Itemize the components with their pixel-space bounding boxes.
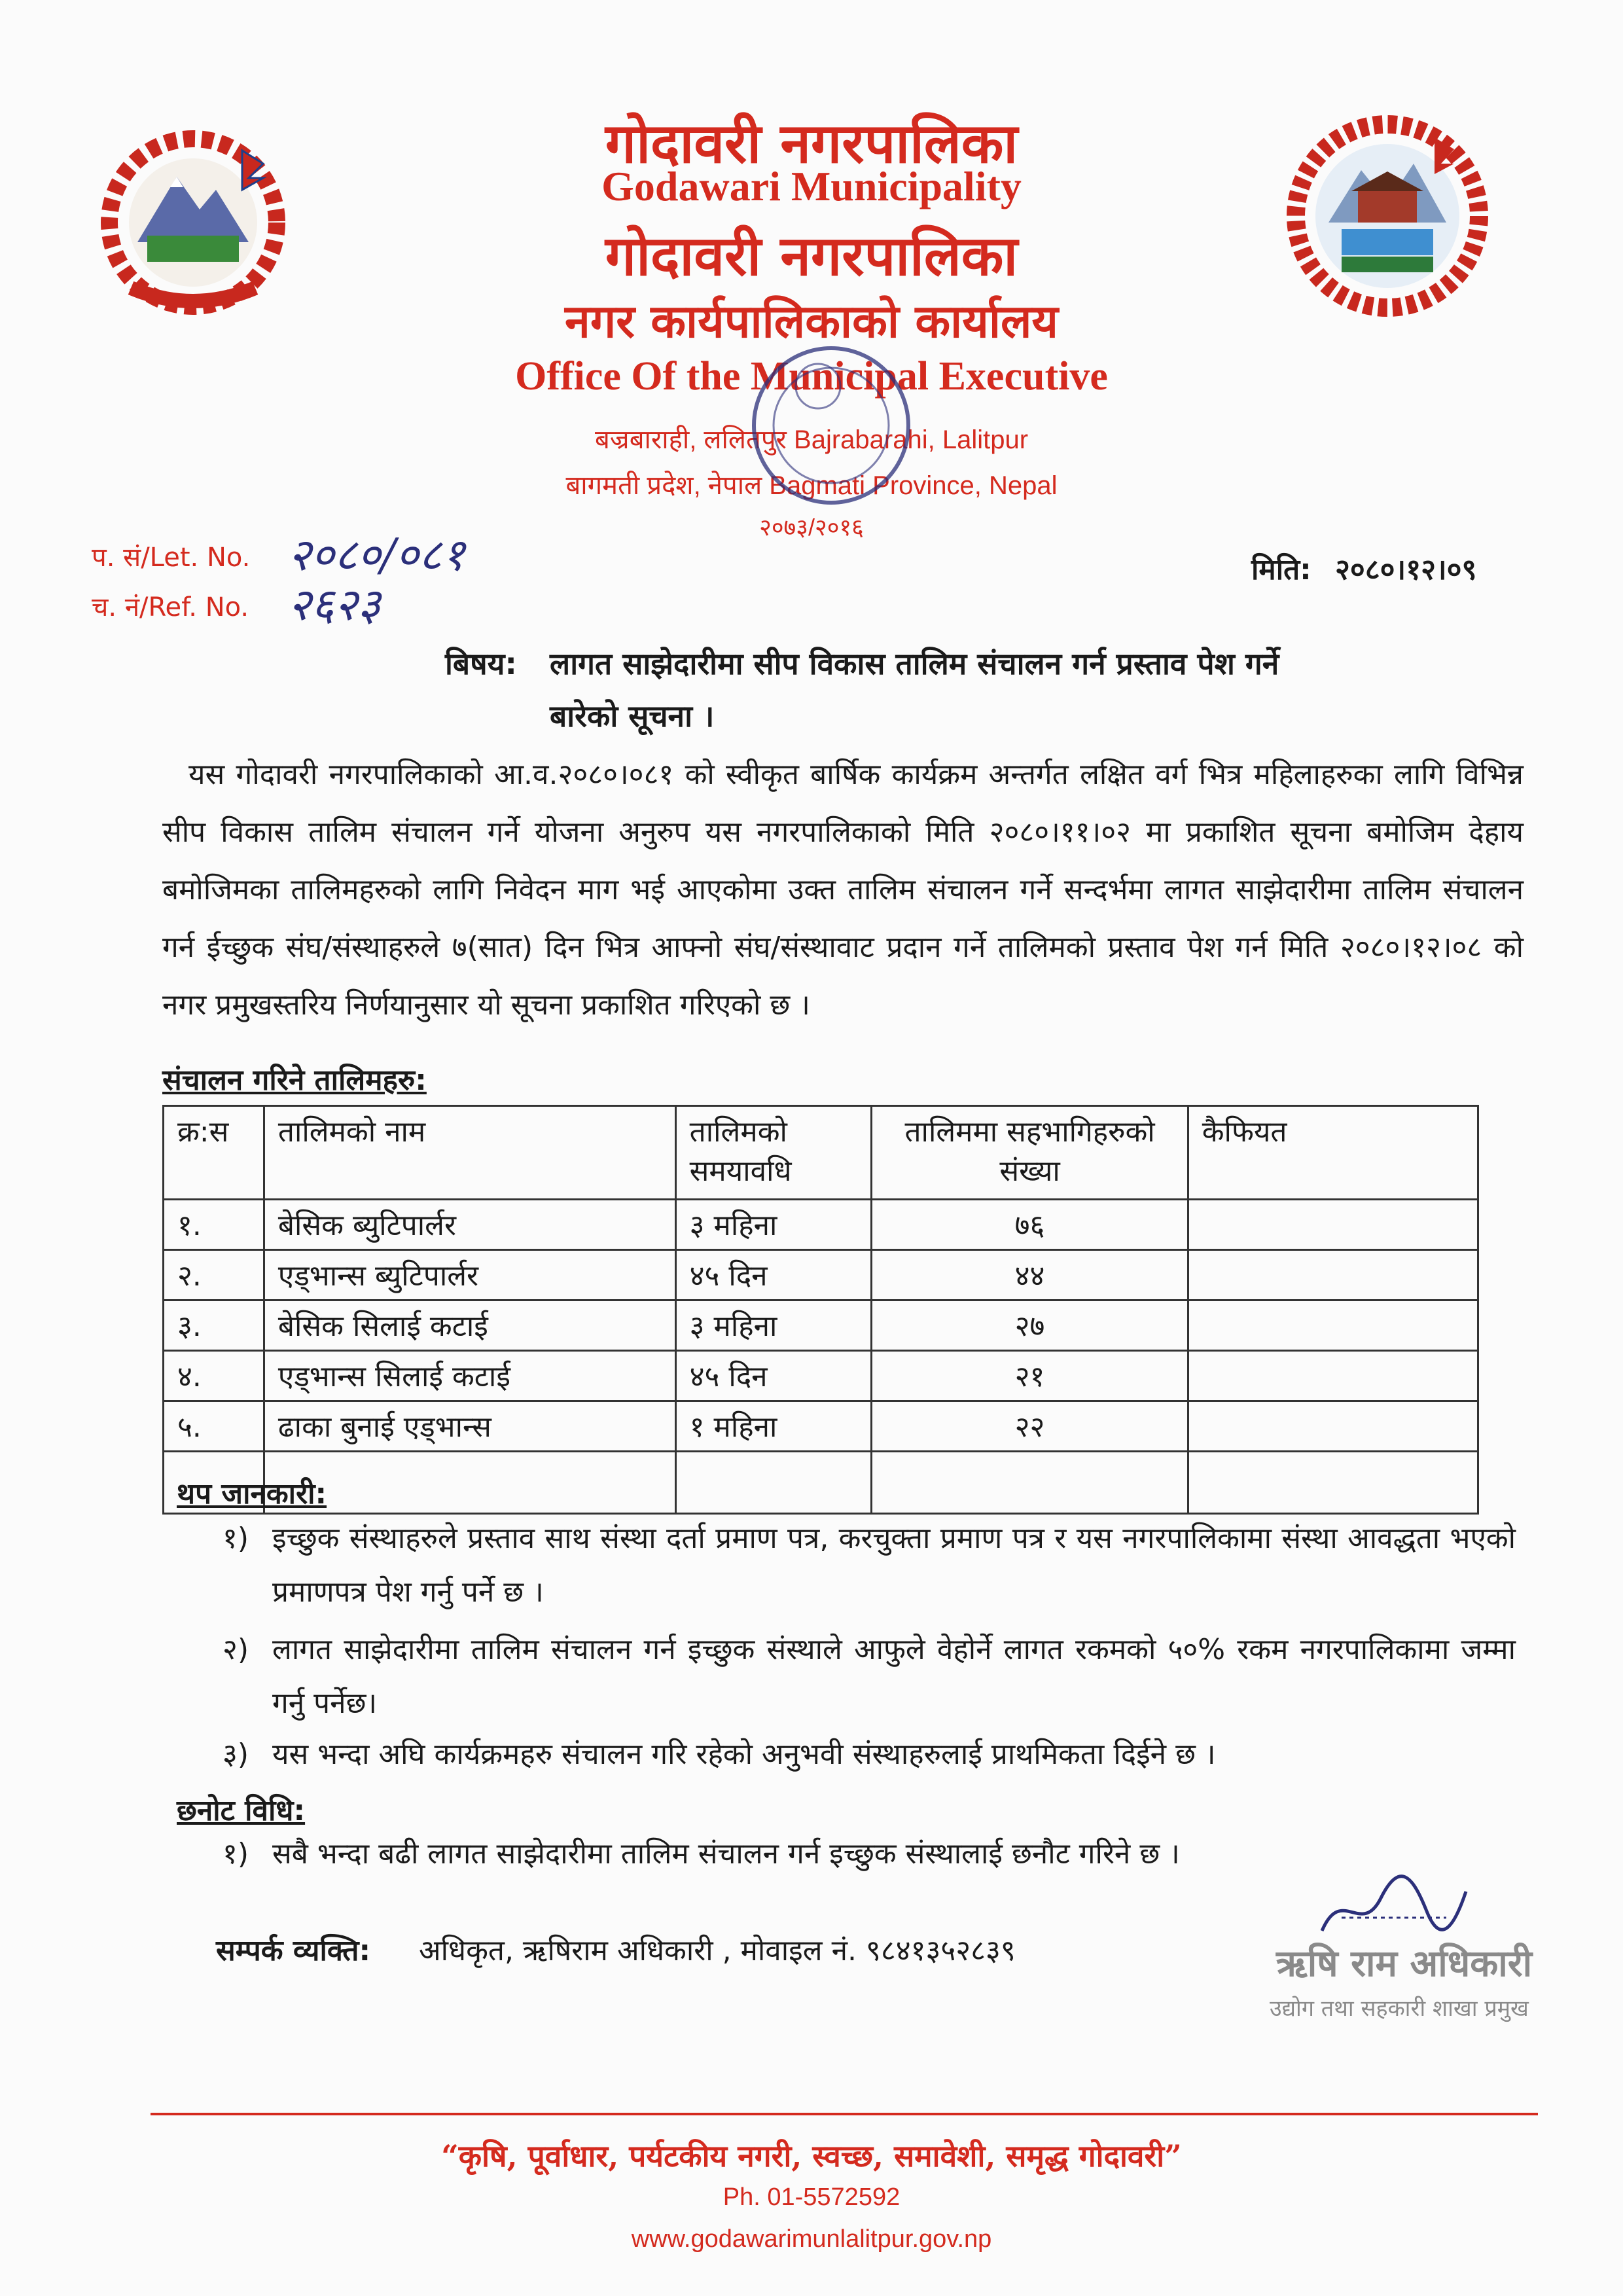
- row-sn: १.: [164, 1200, 264, 1250]
- footer-website: www.godawarimunlalitpur.gov.np: [631, 2225, 992, 2253]
- table-row: [164, 1401, 1478, 1452]
- row-participants: २१: [872, 1351, 1188, 1401]
- row-sn: ५.: [164, 1401, 264, 1452]
- subject-line-2: बारेको सूचना ।: [550, 698, 715, 734]
- row-name: बेसिक सिलाई कटाई: [264, 1300, 675, 1351]
- table-header-row: [164, 1106, 1478, 1200]
- info-item-1-text: इच्छुक संस्थाहरुले प्रस्ताव साथ संस्था दर्ता प्रमाण पत्र, करचुक्ता प्रमाण पत्र र यस नगरपालिकामा संस्था आवद्धता भएको प्रमाणपत्र पेश गर्नु पर्ने छ ।: [272, 1522, 1516, 1609]
- row-name: एड्भान्स सिलाई कटाई: [264, 1351, 675, 1401]
- info-item-3-text: यस भन्दा अघि कार्यक्रमहरु संचालन गरि रहेको अनुभवी संस्थाहरुलाई प्राथमिकता दिईने छ ।: [272, 1738, 1216, 1771]
- info-item-2-text: लागत साझेदारीमा तालिम संचालन गर्न इच्छुक संस्थाले आफुले वेहोर्ने लागत रकमको ५०% रकम नगरपालिकामा जम्मा गर्नु पर्नेछ।: [272, 1633, 1516, 1720]
- contact-label: सम्पर्क व्यक्ति:: [216, 1934, 371, 1967]
- row-remarks: [1188, 1401, 1478, 1452]
- column-header-name: तालिमको नाम: [264, 1106, 675, 1200]
- footer-slogan: “कृषि, पूर्वाधार, पर्यटकीय नगरी, स्वच्छ, समावेशी, समृद्ध गोदावरी”: [441, 2138, 1182, 2174]
- info-item-2-num: २): [223, 1633, 249, 1666]
- row-duration: ३ महिना: [675, 1300, 872, 1351]
- row-name: बेसिक ब्युटिपार्लर: [264, 1200, 675, 1250]
- additional-info-heading: थप जानकारी:: [177, 1477, 327, 1511]
- info-item-1-num: १): [223, 1522, 249, 1555]
- trainings-heading: संचालन गरिने तालिमहरु:: [162, 1064, 427, 1097]
- row-participants: ४४: [872, 1250, 1188, 1300]
- column-header-sn: क्र:स: [164, 1106, 264, 1200]
- subject-label: बिषय:: [445, 646, 517, 681]
- date-label: मिति:: [1251, 553, 1311, 586]
- table-row: [164, 1300, 1478, 1351]
- municipality-name-english: Godawari Municipality: [601, 163, 1022, 209]
- contact-text: अधिकृत, ऋषिराम अधिकारी , मोवाइल नं. ९८४१३५२८३९: [419, 1934, 1016, 1967]
- column-header-participants: तालिममा सहभागिहरुको संख्या: [872, 1106, 1188, 1200]
- selection-heading: छनोट विधि:: [177, 1794, 306, 1827]
- row-duration: १ महिना: [675, 1401, 872, 1452]
- let-no-value: २०८०/०८१: [288, 529, 465, 581]
- row-participants: ७६: [872, 1200, 1188, 1250]
- row-duration: ४५ दिन: [675, 1351, 872, 1401]
- subject-line-1: लागत साझेदारीमा सीप विकास तालिम संचालन गर्न प्रस्ताव पेश गर्ने: [550, 646, 1279, 681]
- trainings-table: [162, 1105, 1479, 1515]
- office-round-stamp-icon: [746, 327, 916, 524]
- row-name: ढाका बुनाई एड्भान्स: [264, 1401, 675, 1452]
- footer-phone: Ph. 01-5572592: [722, 2183, 901, 2211]
- row-name: एड्भान्स ब्युटिपार्लर: [264, 1250, 675, 1300]
- selection-item-1-text: सबै भन्दा बढी लागत साझेदारीमा तालिम संचालन गर्न इच्छुक संस्थालाई छनौट गरिने छ ।: [272, 1837, 1180, 1871]
- table-row: [164, 1200, 1478, 1250]
- address-line-2: बागमती प्रदेश, नेपाल Bagmati Province, Nepal: [565, 471, 1058, 500]
- table-row: [164, 1250, 1478, 1300]
- row-duration: ४५ दिन: [675, 1250, 872, 1300]
- row-sn: ४.: [164, 1351, 264, 1401]
- office-name-english: Office Of the Municipal Executive: [515, 354, 1108, 399]
- row-remarks: [1188, 1351, 1478, 1401]
- signatory-title: उद्योग तथा सहकारी शाखा प्रमुख: [1270, 1996, 1529, 2022]
- row-sn: २.: [164, 1250, 264, 1300]
- signature-scribble-icon: [1315, 1872, 1472, 1944]
- table-row: [164, 1351, 1478, 1401]
- row-participants: २७: [872, 1300, 1188, 1351]
- municipality-name-newari: गोदावरी नगरपालिका: [605, 223, 1018, 288]
- row-sn: ३.: [164, 1300, 264, 1351]
- column-header-remarks: कैफियत: [1188, 1106, 1478, 1200]
- row-remarks: [1188, 1250, 1478, 1300]
- date-value: २०८०।१२।०९: [1335, 553, 1477, 586]
- municipality-name-nepali: गोदावरी नगरपालिका: [605, 111, 1018, 175]
- row-remarks: [1188, 1200, 1478, 1250]
- row-participants: २२: [872, 1401, 1188, 1452]
- body-paragraph: यस गोदावरी नगरपालिकाको आ.व.२०८०।०८१ को स्वीकृत बार्षिक कार्यक्रम अन्तर्गत लक्षित वर्ग भित्र महिलाहरुका लागि विभिन्न सीप विकास तालिम संचालन गर्ने योजना अनुरुप यस नगरपालिकाको मिति २०८०।११।०२ मा प्रकाशित सूचना बमोजिम देहाय बमोजिमका तालिमहरुको लागि निवेदन माग भई आएकोमा उक्त तालिम संचालन गर्ने सन्दर्भमा लागत साझेदारीमा तालिम संचालन गर्न ईच्छुक संघ/संस्थाहरुले ७(सात) दिन भित्र आफ्नो संघ/संस्थावाट प्रदान गर्ने तालिमको प्रस्ताव पेश गर्न मिति २०८०।१२।०८ को नगर प्रमुखस्तरिय निर्णयानुसार यो सूचना प्रकाशित गरिएको छ ।: [162, 758, 1524, 1022]
- table-row-blank: [164, 1452, 1478, 1514]
- row-duration: ३ महिना: [675, 1200, 872, 1250]
- info-item-3-num: ३): [223, 1738, 249, 1771]
- let-no-label: प. सं/Let. No.: [92, 543, 251, 573]
- signatory-name: ऋषि राम अधिकारी: [1276, 1942, 1533, 1985]
- office-name-nepali: नगर कार्यपालिकाको कार्यालय: [564, 294, 1059, 348]
- footer-divider: [151, 2113, 1538, 2115]
- address-line-1: बज्रबाराही, ललितपुर Bajrabarahi, Lalitpur: [594, 425, 1029, 454]
- established-year: २०७३/२०१६: [759, 514, 864, 541]
- ref-no-value: २६२३: [288, 579, 381, 631]
- column-header-duration: तालिमको समयावधि: [675, 1106, 872, 1200]
- row-remarks: [1188, 1300, 1478, 1351]
- ref-no-label: च. नं/Ref. No.: [92, 592, 249, 622]
- selection-item-1-num: १): [223, 1837, 249, 1871]
